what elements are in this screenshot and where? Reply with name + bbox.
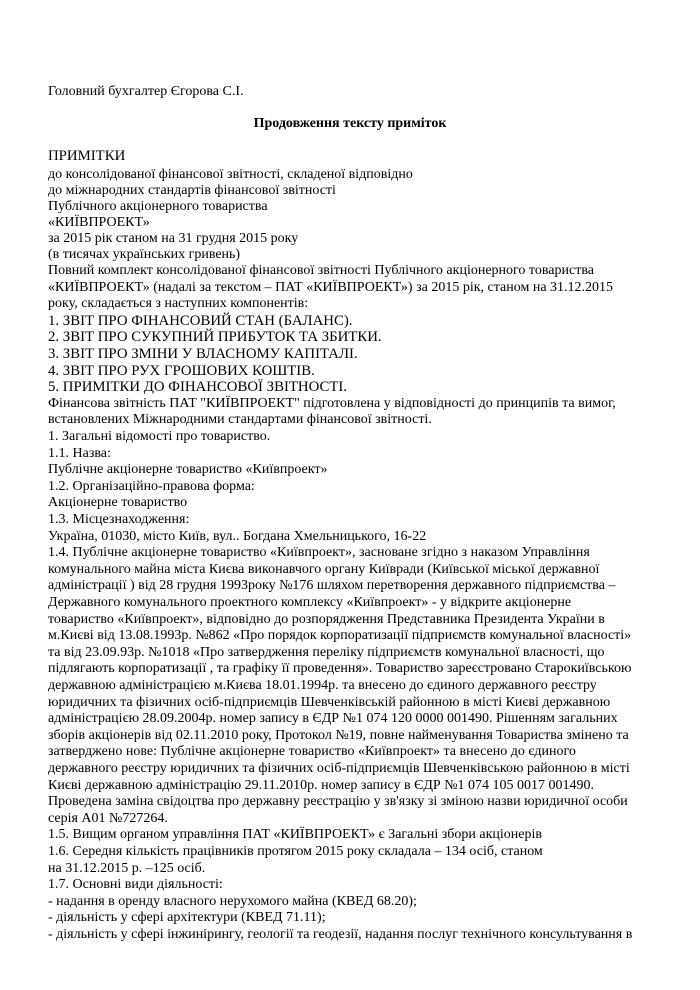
notes-body-line: - діяльність у сфері архітектури (КВЕД 71.11);	[48, 910, 326, 926]
chief-accountant-line: Головний бухгалтер Єгорова С.І.	[48, 84, 244, 99]
notes-body-line: 1.3. Місцезнаходження:	[48, 512, 190, 527]
notes-title-line: Публічного акціонерного товариства	[48, 199, 268, 214]
notes-body-line: підлягають корпоратизації , та графіку її проведення». Товариство зареєстровано Старокиївською	[48, 661, 632, 677]
notes-body-line: 1.2. Організаційно-правова форма:	[48, 478, 255, 494]
notes-body-line: 1.6. Середня кількість працівників протягом 2015 року складала – 134 осіб, станом	[48, 844, 543, 859]
continuation-title: Продовження тексту приміток	[253, 116, 447, 131]
component-list-item: 1. ЗВІТ ПРО ФІНАНСОВИЙ СТАН (БАЛАНС).	[48, 312, 353, 329]
notes-body-line: затверджено нове: Публічне акціонерне товариство «Київпроект» та внесено до єдиного	[48, 744, 576, 760]
notes-body-line: Проведена заміна свідоцтва про державну реєстрацію у зв'язку зі зміною назви юридичної особи	[48, 794, 628, 810]
notes-body-line: державного реєстру юридичних та фізичних осіб-підприємців Шевченківською районною в місті	[48, 761, 630, 776]
notes-body-line: встановлених Міжнародними стандартами фінансової звітності.	[48, 412, 432, 428]
notes-body-line: Акціонерне товариство	[48, 495, 188, 511]
notes-heading: ПРИМІТКИ	[48, 148, 126, 164]
notes-title-line: до консолідованої фінансової звітності, складеної відповідно	[48, 167, 413, 182]
notes-title-line: (в тисячах українських гривень)	[48, 247, 241, 262]
notes-body-line: Повний комплект консолідованої фінансової звітності Публічного акціонерного товариства	[48, 263, 594, 278]
notes-body-line: 1.1. Назва:	[48, 445, 111, 461]
notes-body-line: серія А01 №727264.	[48, 810, 168, 826]
notes-body-line: «КИЇВПРОЕКТ» (надалі за текстом – ПАТ «КИЇВПРОЕКТ») за 2015 рік, станом на 31.12.2015	[48, 279, 614, 295]
notes-body-line: Україна, 01030, місто Київ, вул.. Богдана Хмельницького, 16-22	[48, 528, 427, 544]
notes-body-line: адміністрації ) від 28 грудня 1993року №176 шляхом перетворення державного підприємства –	[48, 578, 616, 594]
notes-body-line: - діяльність у сфері інжинірингу, геології та геодезії, надання послуг технічного консультування в	[48, 927, 633, 942]
notes-body-line: комунального майна міста Києва виконавчого органу Київради (Київської міської державної	[48, 561, 600, 577]
notes-body-line: 1.5. Вищим органом управління ПАТ «КИЇВПРОЕКТ» є Загальні збори акціонерів	[48, 827, 542, 843]
component-list-item: 4. ЗВІТ ПРО РУХ ГРОШОВИХ КОШТІВ.	[48, 362, 315, 379]
notes-body-line: 1.7. Основні види діяльності:	[48, 877, 223, 893]
component-list-item: 2. ЗВІТ ПРО СУКУПНИЙ ПРИБУТОК ТА ЗБИТКИ.	[48, 329, 382, 346]
notes-title-line: «КИЇВПРОЕКТ»	[48, 215, 150, 230]
notes-title-line: до міжнародних стандартів фінансової звітності	[48, 183, 336, 198]
notes-body-line: товариство «Київпроект», відповідно до розпорядження Представника Президента України в	[48, 611, 605, 627]
notes-body-line: адміністрацією 28.09.2004р. номер запису в ЄДР №1 074 120 0000 001490. Рішенням загальних	[48, 711, 618, 727]
notes-body-line: Фінансова звітність ПАТ "КИЇВПРОЕКТ" підготовлена у відповідності до принципів та вимог,	[48, 395, 616, 411]
notes-body-line: - надання в оренду власного нерухомого майна (КВЕД 68.20);	[48, 893, 417, 909]
notes-body-line: 1. Загальні відомості про товариство.	[48, 429, 271, 444]
notes-body-line: року, складається з наступних компонентів:	[48, 296, 309, 312]
notes-body-line: Державного комунального проектного комплексу «Київпроект» - у відкрите акціонерне	[48, 595, 572, 610]
notes-body-line: та від 23.09.93р. №1018 «Про затвердження переліку підприємств комунальної власності, що	[48, 644, 605, 660]
component-list-item: 3. ЗВІТ ПРО ЗМІНИ У ВЛАСНОМУ КАПІТАЛІ.	[48, 346, 358, 362]
notes-body-line: м.Києві від 13.08.1993р. №862 «Про порядок корпоратизації підприємств комунальної власності»	[48, 628, 632, 644]
notes-body-line: Києві державною адміністрацію 29.11.2010р. номер запису в ЄДР №1 074 105 0017 001490.	[48, 777, 595, 793]
component-list-item: 5. ПРИМІТКИ ДО ФІНАНСОВОЇ ЗВІТНОСТІ.	[48, 379, 348, 396]
notes-body-line: зборів акціонерів від 02.11.2010 року, Протокол №19, повне найменування Товариства змінено та	[48, 727, 629, 743]
notes-body-line: Публічне акціонерне товариство «Київпроект»	[48, 462, 328, 478]
notes-body-line: на 31.12.2015 р. –125 осіб.	[48, 860, 206, 876]
notes-body-line: юридичних та фізичних осіб-підприємців Шевченківській районною в місті Києві державною	[48, 694, 611, 710]
notes-body-line: державною адміністрацією м.Києва 18.01.1994р. та внесено до єдиного державного реєстру	[48, 678, 597, 693]
notes-title-line: за 2015 рік станом на 31 грудня 2015 року	[48, 231, 299, 246]
notes-body-line: 1.4. Публічне акціонерне товариство «Київпроект», засноване згідно з наказом Управління	[48, 545, 590, 561]
